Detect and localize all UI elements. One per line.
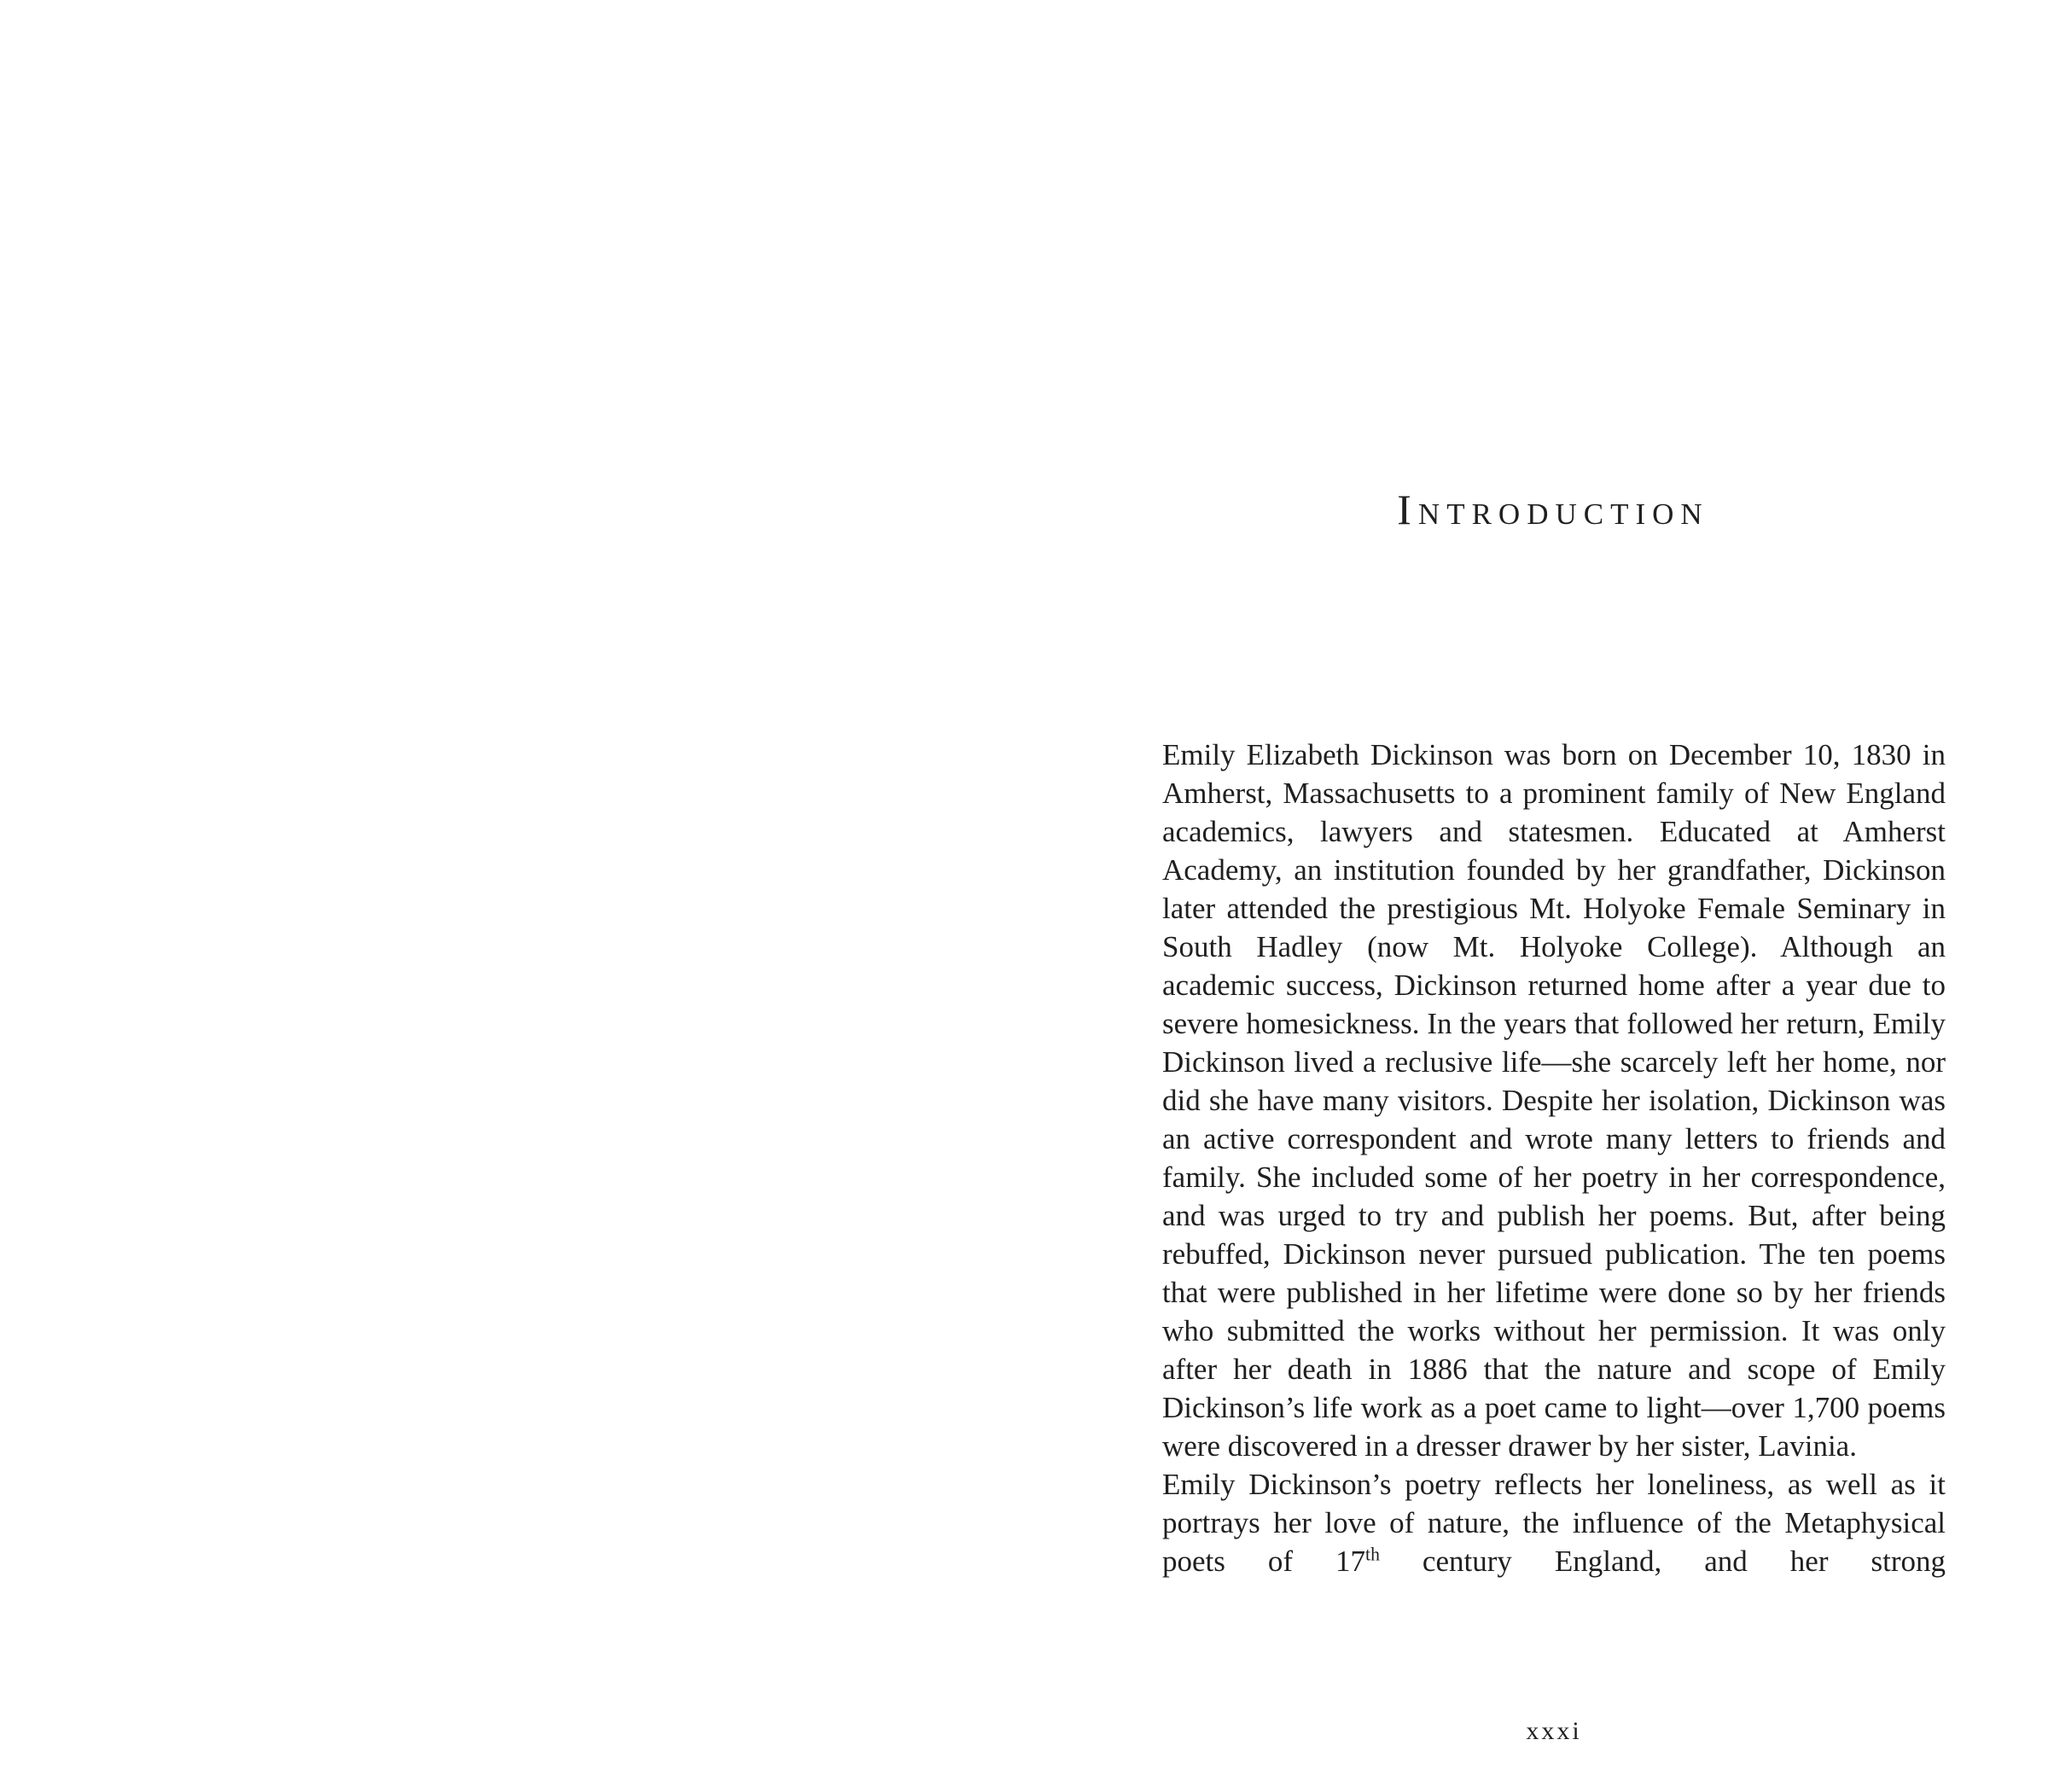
paragraph	[1162, 1465, 1946, 1580]
body-text-column	[1162, 736, 1946, 1580]
paragraph: Emily Elizabeth Dickinson was born on December 10, 1830 in Amherst, Massachusetts to a prominent family of New England academics, lawyers and statesmen. Educated at Amherst Academy, an institution founded by her grandfather, Dickinson later attended the prestigious Mt. Holyoke Female Seminary in South Hadley (now Mt. Holyoke College). Although an academic success, Dickinson returned home after a year due to severe homesickness. In the years that followed her return, Emily Dickinson lived a reclusive life—she scarcely left her home, nor did she have many visitors. Despite her isolation, Dickinson was an active correspondent and wrote many letters to friends and family. She included some of her poetry in her correspondence, and was urged to try and publish her poems. But, after being rebuffed, Dickinson never pursued publication. The ten poems that were published in her lifetime were done so by her friends who submitted the works without her permission. It was only after her death in 1886 that the nature and scope of Emily Dickinson’s life work as a poet came to light—over 1,700 poems were discovered in a dresser drawer by her sister, Lavinia.	[1162, 738, 1946, 1463]
ordinal-superscript: th	[1365, 1544, 1380, 1565]
page-number: xxxi	[1526, 1717, 1582, 1745]
paragraph-text: Emily Dickinson’s poetry reflects her loneliness, as well as it portrays her love of nature, the influence of the Metaphysical poets of 17	[1162, 1468, 1946, 1578]
paragraph-text: century England, and her strong	[1379, 1545, 1946, 1578]
chapter-heading: Introduction	[1397, 486, 1709, 533]
